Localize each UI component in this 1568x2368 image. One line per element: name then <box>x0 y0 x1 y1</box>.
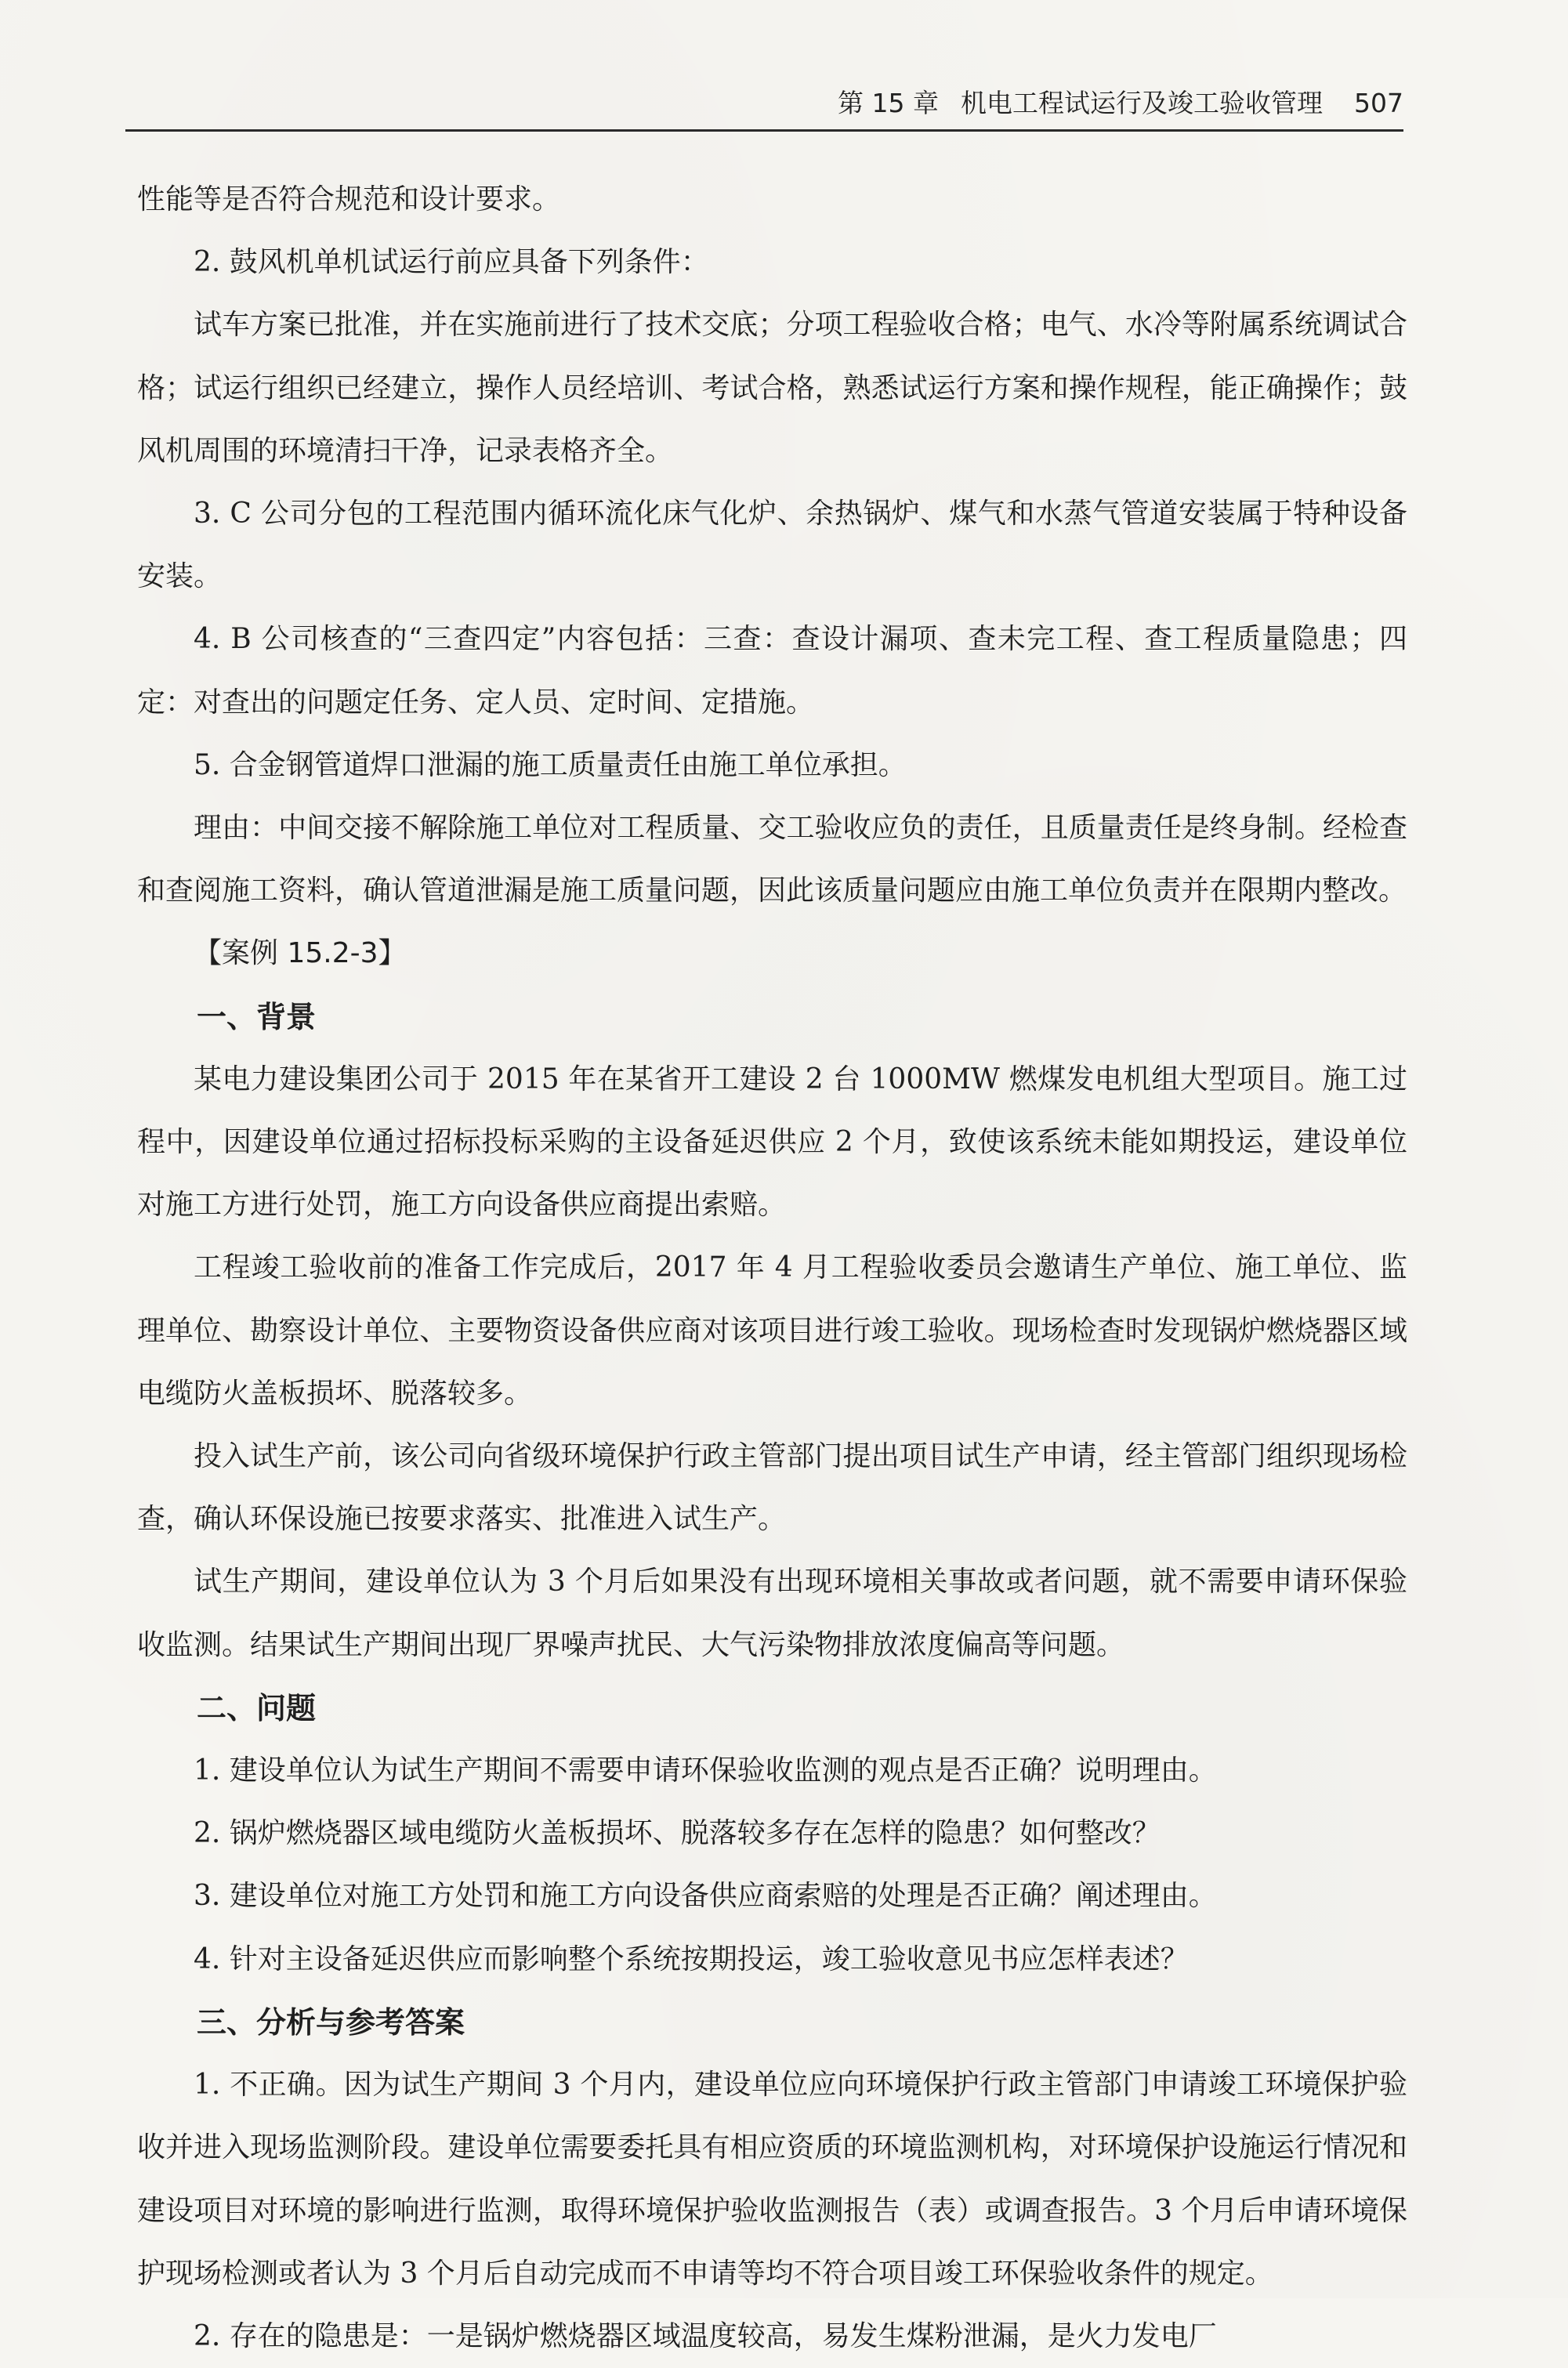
chapter-label: 第 15 章 <box>838 88 939 118</box>
header-text <box>838 83 1403 120</box>
paragraph-continued: 性能等是否符合规范和设计要求。 <box>137 183 561 215</box>
section-heading-answers: 三、分析与参考答案 <box>197 2004 465 2040</box>
answer-5: 5. 合金钢管道焊口泄漏的施工质量责任由施工单位承担。 <box>194 748 907 781</box>
question-3: 3. 建设单位对施工方处罚和施工方向设备供应商索赔的处理是否正确？阐述理由。 <box>194 1880 1217 1913</box>
reference-answer-1: 1. 不正确。因为试生产期间 3 个月内，建设单位应向环境保护行政主管部门申请竣工环境保护验收并进入现场监测阶段。建设单位需要委托具有相应资质的环境监测机构，对环境保护设施运行情况和建设项目对环境的影响进行监测，取得环境保护验收监测报告（表）或调查报告。3 个月后申请环境保护现场检测或者认为 3 个月后自动完成而不申请等均不符合项目竣工环保验收条件的规定。 <box>137 2069 1407 2290</box>
background-paragraph-3: 投入试生产前，该公司向省级环境保护行政主管部门提出项目试生产申请，经主管部门组织现场检查，确认环保设施已按要求落实、批准进入试生产。 <box>137 1440 1407 1536</box>
background-paragraph-4: 试生产期间，建设单位认为 3 个月后如果没有出现环境相关事故或者问题，就不需要申请环保验收监测。结果试生产期间出现厂界噪声扰民、大气污染物排放浓度偏高等问题。 <box>137 1566 1407 1661</box>
question-2: 2. 锅炉燃烧器区域电缆防火盖板损坏、脱落较多存在怎样的隐患？如何整改？ <box>194 1817 1161 1850</box>
question-1: 1. 建设单位认为试生产期间不需要申请环保验收监测的观点是否正确？说明理由。 <box>194 1754 1217 1787</box>
answer-2: 2. 鼓风机单机试运行前应具备下列条件： <box>194 246 709 279</box>
section-heading-questions: 二、问题 <box>197 1690 317 1725</box>
reference-answer-2: 2. 存在的隐患是：一是锅炉燃烧器区域温度较高，易发生煤粉泄漏，是火力发电厂 <box>194 2319 1217 2352</box>
background-paragraph-1: 某电力建设集团公司于 2015 年在某省开工建设 2 台 1000MW 燃煤发电机组大型项目。施工过程中，因建设单位通过招标投标采购的主设备延迟供应 2 个月，致使该系统未能如期投运，建设单位对施工方进行处罚，施工方向设备供应商提出索赔。 <box>137 1063 1407 1222</box>
chapter-title: 机电工程试运行及竣工验收管理 <box>961 88 1323 118</box>
background-paragraph-2: 工程竣工验收前的准备工作完成后，2017 年 4 月工程验收委员会邀请生产单位、施工单位、监理单位、勘察设计单位、主要物资设备供应商对该项目进行竣工验收。现场检查时发现锅炉燃烧器区域电缆防火盖板损坏、脱落较多。 <box>137 1251 1407 1410</box>
answer-2-detail: 试车方案已批准，并在实施前进行了技术交底；分项工程验收合格；电气、水冷等附属系统调试合格；试运行组织已经建立，操作人员经培训、考试合格，熟悉试运行方案和操作规程，能正确操作；鼓风机周围的环境清扫干净，记录表格齐全。 <box>137 309 1407 467</box>
case-title: 【案例 15.2-3】 <box>194 937 407 970</box>
answer-5-reason: 理由：中间交接不解除施工单位对工程质量、交工验收应负的责任，且质量责任是终身制。经检查和查阅施工资料，确认管道泄漏是施工质量问题，因此该质量问题应由施工单位负责并在限期内整改。 <box>137 812 1407 907</box>
section-heading-background: 一、背景 <box>197 999 317 1034</box>
answer-4: 4. B 公司核查的“三查四定”内容包括：三查：查设计漏项、查未完工程、查工程质量隐患；四定：对查出的问题定任务、定人员、定时间、定措施。 <box>137 623 1407 719</box>
page-body <box>137 168 1407 2368</box>
page-number: 507 <box>1354 88 1403 118</box>
answer-3: 3. C 公司分包的工程范围内循环流化床气化炉、余热锅炉、煤气和水蒸气管道安装属于特种设备安装。 <box>137 498 1407 593</box>
question-4: 4. 针对主设备延迟供应而影响整个系统按期投运，竣工验收意见书应怎样表述？ <box>194 1943 1189 1975</box>
running-header <box>125 74 1403 132</box>
